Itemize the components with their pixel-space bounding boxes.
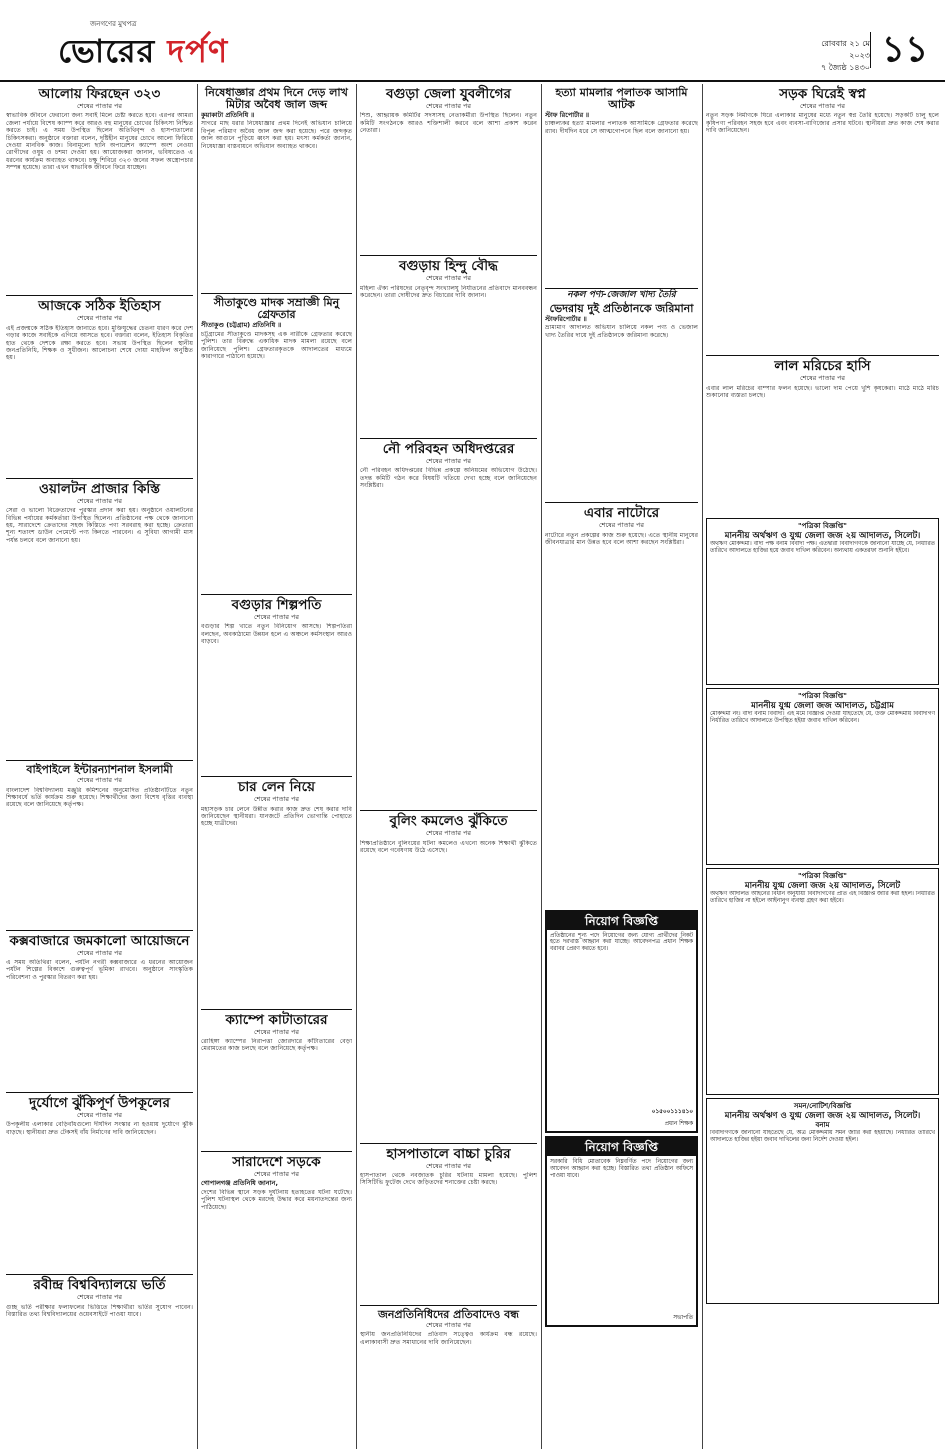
- byline: সীতাকুণ্ড (চট্টগ্রাম) প্রতিনিধি ॥: [201, 321, 282, 330]
- article-body: চাঞ্চল্যকর হত্যা মামলার পলাতক আসামিকে গ্রেফতার করেছে র‌্যাব। দীর্ঘদিন ধরে সে আত্মগোপনে ছিল বলে জানানো হয়।: [545, 120, 698, 135]
- headline: আজকে সঠিক ইতিহাস: [38, 298, 161, 315]
- kicker: নকল পণ্য-জেজাল খাদ্য তৈরি: [567, 290, 676, 301]
- article-body: স্থানীয় জনপ্রতিনিধিদের প্রতিবাদ সত্ত্বেও কার্যক্রম বন্ধ রয়েছে। এলাকাবাসী দ্রুত সমাধানের দাবি জানিয়েছেন।: [360, 1331, 537, 1346]
- divider: [706, 355, 939, 356]
- notice-court: মাননীয় অর্থঋণ ও যুগ্ম জেলা জজ ২য় আদালত, সিলেট।: [724, 530, 921, 541]
- recruitment-ad: [545, 1136, 698, 1327]
- continued-label: শেষের পাতার পর: [76, 1293, 122, 1302]
- divider: [545, 502, 698, 503]
- column-2: [201, 84, 352, 1449]
- court-notice: [706, 688, 939, 865]
- divider: [6, 930, 193, 931]
- byline: স্টাফ রিপোর্টার ॥: [545, 111, 590, 119]
- divider: [6, 1274, 193, 1275]
- continued-label: শেষের পাতার পর: [76, 776, 122, 785]
- article-body: বগুড়ার শিল্প খাতে নতুন বিনিয়োগ আসছে। শিল্পপতিরা বলছেন, অবকাঠামো উন্নয়ন হলে এ অঞ্চলে কর্মসংস্থান আরও বাড়বে।: [201, 623, 352, 646]
- masthead: [0, 0, 945, 82]
- continued-label: শেষের পাতার পর: [76, 496, 122, 505]
- headline: লাল মরিচের হাসি: [774, 358, 871, 375]
- article-body: গুচ্ছ ভর্তি পরীক্ষার ফলাফলের ভিত্তিতে শিক্ষার্থীরা ভর্তির সুযোগ পাবেন। বিস্তারিত তথ্য বিশ্ববিদ্যালয়ের ওয়েবসাইটে পাওয়া যাবে।: [6, 1303, 193, 1319]
- column-3: [360, 84, 537, 1449]
- continued-label: শেষের পাতার পর: [425, 102, 471, 110]
- article-body: মহাসড়ক চার লেনে উন্নীত করার কাজ দ্রুত শেষ করার দাবি জানিয়েছেন স্থানীয়রা। যানজটে প্রতিদিন ভোগান্তি পোহাতে হচ্ছে যাত্রীদের।: [201, 805, 352, 828]
- column-1: [6, 84, 193, 1449]
- headline: বুলিং কমলেও ঝুঁকিতে: [389, 813, 508, 830]
- notice-body: অর্থঋণ আদালত আইনের বিধান অনুযায়ী বিবাদীগণের প্রতি এই বিজ্ঞপ্তি জারি করা হইল। নির্ধারিত তারিখে হাজির না হইলে আইনানুগ ব্যবস্থা গ্রহণ করা হইবে।: [710, 890, 935, 904]
- continued-label: শেষের পাতার পর: [799, 102, 845, 110]
- court-notice: [706, 518, 939, 685]
- headline: কক্সবাজারে জমকালো আয়োজনে: [9, 932, 190, 949]
- notice-body: বিবাদীগণকে জানানো যাইতেছে যে, অত্র মোকদ্দমায় সমন জারি করা হইয়াছে। নির্ধারিত তারিখে আদালতে হাজির হইয়া জবাব দাখিলের জন্য নির্দেশ দেওয়া হইল।: [710, 1129, 935, 1143]
- headline: জনপ্রতিনিধিদের প্রতিবাদেও বন্ধ: [377, 1308, 519, 1322]
- article-body: হাসপাতাল থেকে নবজাতক চুরির ঘটনায় মামলা হয়েছে। পুলিশ সিসিটিভি ফুটেজ দেখে জড়িতদের শনাক্তের চেষ্টা করছে।: [360, 1172, 537, 1187]
- divider: [201, 594, 352, 595]
- date-gregorian: রোববার ২১ মে ২০২৩: [821, 39, 870, 60]
- notice-body: মোকদ্দমা নং। বাদী বনাম বিবাদী। এই মর্মে বিজ্ঞপ্তি দেওয়া যাইতেছে যে, উক্ত মোকদ্দমায় বিবাদীগণ নির্ধারিত তারিখে আদালতে উপস্থিত হইয়া জবাব দাখিল করিবেন।: [710, 710, 935, 724]
- continued-label: শেষের পাতার পর: [425, 829, 471, 838]
- headline: দুর্যোগে ঝুঁকিপূর্ণ উপকূলের: [29, 1095, 170, 1112]
- article-body: এই প্রজন্মকে সঠিক ইতিহাস জানাতে হবে। মুক্তিযুদ্ধের চেতনা ধারণ করে দেশ গড়ার কাজে সবাইকে এগিয়ে আসতে হবে। বক্তারা বলেন, ইতিহাস বিকৃতির হাত থেকে দেশকে রক্ষা করতে হবে। সভায় উপস্থিত ছিলেন স্থানীয় জনপ্রতিনিধি, শিক্ষক ও সুধীজন। আলোচনা শেষে দোয়া মাহফিল অনুষ্ঠিত হয়।: [6, 324, 193, 362]
- continued-label: শেষের পাতার পর: [253, 1027, 299, 1036]
- article-body: বাংলাদেশ বিশ্ববিদ্যালয় মঞ্জুরি কমিশনের অনুমোদিত প্রতিষ্ঠানটিতে নতুন শিক্ষাবর্ষে ভর্তি কার্যক্রম শুরু হয়েছে। শিক্ষার্থীদের জন্য বিশেষ বৃত্তির ব্যবস্থা রয়েছে বলে জানিয়েছে কর্তৃপক্ষ।: [6, 786, 193, 809]
- continued-label: শেষের পাতার পর: [799, 374, 845, 383]
- divider: [6, 760, 193, 761]
- notice-head: সমন/নোটিশ/বিজ্ঞপ্তি: [793, 1101, 852, 1110]
- headline: নৌ পরিবহন অধিদপ্তরের: [382, 440, 515, 457]
- headline: রবীন্দ্র বিশ্ববিদ্যালয়ে ভর্তি: [33, 1277, 166, 1294]
- notice-head: "পত্রিকা বিজ্ঞপ্তি": [798, 521, 847, 530]
- article-body: চট্টগ্রামের সীতাকুণ্ডে মাদকসহ এক নারীকে গ্রেফতার করেছে পুলিশ। তার বিরুদ্ধে একাধিক মাদক মামলা রয়েছে বলে জানিয়েছে পুলিশ। গ্রেফতারকৃতকে আদালতের মাধ্যমে কারাগারে পাঠানো হয়েছে।: [201, 330, 352, 361]
- continued-label: শেষের পাতার পর: [425, 1161, 471, 1170]
- byline: স্টাফরিপোর্টার ॥: [545, 314, 587, 323]
- article-body: সেরা ও ভালো বিক্রেতাদের পুরস্কার প্রদান করা হয়। অনুষ্ঠানে ওয়ালটনের বিভিন্ন পর্যায়ের কর্মকর্তারা উপস্থিত ছিলেন। প্রতিষ্ঠানের পক্ষ থেকে জানানো হয়, সারাদেশে ক্রেতাদের সহজ কিস্তিতে পণ্য সরবরাহ করা হচ্ছে। ক্রেতারা শূন্য শতাংশ ডাউন পেমেন্টে পণ্য কিনতে পারবেন। এ সুবিধা আগামী মাস পর্যন্ত চলবে বলে জানানো হয়।: [6, 507, 193, 544]
- divider: [6, 295, 193, 296]
- recruitment-signature: সভাপতি: [673, 1315, 693, 1322]
- continued-label: শেষের পাতার পর: [425, 274, 471, 283]
- divider: [201, 1009, 352, 1010]
- headline: সীতাকুণ্ডে মাদক সম্রাজ্ঞী মিনু গ্রেফতার: [213, 296, 340, 322]
- notice-court: মাননীয় অর্থঋণ ও যুগ্ম জেলা জজ ২য় আদালত, সিলেট।: [724, 1110, 921, 1121]
- continued-label: শেষের পাতার পর: [76, 314, 122, 323]
- column-4: [545, 84, 698, 1449]
- notice-head: "পত্রিকা বিজ্ঞপ্তি": [798, 871, 847, 880]
- article-body: শিক্ষাপ্রতিষ্ঠানে বুলিংয়ের ঘটনা কমলেও এখনো অনেক শিক্ষার্থী ঝুঁকিতে রয়েছে বলে গবেষণায় উঠে এসেছে।: [360, 839, 537, 855]
- logo-part-b: দর্পণ: [167, 32, 229, 70]
- notice-court: মাননীয় যুগ্ম জেলা জজ আদালত, চট্টগ্রাম: [751, 700, 894, 711]
- headline: এবার নাটোরে: [583, 505, 660, 522]
- article-body: দেশের বিভিন্ন স্থানে সড়ক দুর্ঘটনায় হতাহতের ঘটনা ঘটেছে। পুলিশ ঘটনাস্থল থেকে মরদেহ উদ্ধার করে ময়নাতদন্তের জন্য পাঠিয়েছে।: [201, 1188, 352, 1211]
- continued-label: শেষের পাতার পর: [253, 1170, 299, 1179]
- continued-label: শেষের পাতার পর: [425, 1321, 471, 1330]
- column-rule: [541, 84, 542, 1449]
- article-body: ভ্রাম্যমাণ আদালত অভিযান চালিয়ে নকল পণ্য ও ভেজাল খাদ্য তৈরির দায়ে দুই প্রতিষ্ঠানকে জরিমানা করেছে।: [545, 324, 698, 339]
- court-notice: [706, 1098, 939, 1304]
- article-body: মহিলা ঐক্য পরিষদের নেতৃবৃন্দ সংখ্যালঘু নির্যাতনের প্রতিবাদে মানববন্ধন করেছেন। তারা দোষীদের দ্রুত বিচারের দাবি জানান।: [360, 284, 537, 300]
- logo-part-a: ভোরের: [58, 32, 156, 70]
- divider: [6, 1092, 193, 1093]
- recruitment-body: সরকারি বিধি মোতাবেক নিম্নবর্ণিত পদে নিয়োগের জন্য আবেদন আহ্বান করা হচ্ছে। বিস্তারিত তথ্য প্রতিষ্ঠান অফিসে পাওয়া যাবে।: [550, 1159, 693, 1179]
- article-body: উপকূলীয় এলাকার বেড়িবাঁধগুলো দীর্ঘদিন সংস্কার না হওয়ায় দুর্যোগে ঝুঁকি বাড়ছে। স্থানীয়রা দ্রুত টেকসই বাঁধ নির্মাণের দাবি জানিয়েছেন।: [6, 1121, 193, 1136]
- court-notice: [706, 868, 939, 1095]
- headline: বগুড়ায় হিন্দু বৌদ্ধ: [399, 258, 498, 275]
- dateline: [808, 38, 870, 74]
- article-body: সাগরে মাছ ধরার নিষেধাজ্ঞার প্রথম দিনেই অভিযান চালিয়ে বিপুল পরিমাণ অবৈধ জাল জব্দ করা হয়েছে। পরে জব্দকৃত জাল আগুনে পুড়িয়ে ধ্বংস করা হয়। মৎস্য কর্মকর্তা জানান, নিষেধাজ্ঞা বাস্তবায়নে অভিযান অব্যাহত থাকবে।: [201, 120, 352, 150]
- divider: [201, 293, 352, 294]
- headline: ভেদরায় দুই প্রতিষ্ঠানকে জরিমানা: [549, 301, 694, 315]
- notice-head: "পত্রিকা বিজ্ঞপ্তি": [798, 691, 847, 700]
- column-rule: [197, 84, 198, 1449]
- divider: [360, 438, 537, 439]
- byline: গোপালগঞ্জ প্রতিনিধি জানান,: [201, 1179, 278, 1188]
- headline: আলোয় ফিরছেন ৩২৩: [38, 86, 161, 102]
- recruitment-title: নিয়োগ বিজ্ঞপ্তি: [547, 1138, 696, 1156]
- headline: বাইপাইলে ইন্টারন্যাশনাল ইসলামী: [26, 763, 173, 777]
- column-rule: [356, 84, 357, 1449]
- headline: বগুড়ার শিল্পপতি: [231, 596, 322, 613]
- column-rule: [702, 84, 703, 1449]
- divider: [360, 255, 537, 256]
- newspaper-logo: [58, 26, 228, 80]
- masthead-divider: [870, 32, 871, 68]
- article-body: নতুন সড়ক নির্মাণকে ঘিরে এলাকার মানুষের মধ্যে নতুন স্বপ্ন তৈরি হয়েছে। সড়কটি চালু হলে কৃষিপণ্য পরিবহন সহজ হবে এবং ব্যবসা-বাণিজ্যের প্রসার ঘটবে। স্থানীয়রা দ্রুত কাজ শেষ করার দাবি জানিয়েছেন।: [706, 112, 939, 135]
- article-body: শিশু, আহ্বায়ক কমিটির সদস্যসহ নেতাকর্মীরা উপস্থিত ছিলেন। নতুন কমিটি সংগঠনকে আরও শক্তিশালী করবে বলে আশা প্রকাশ করেন নেতারা।: [360, 112, 537, 135]
- continued-label: শেষের পাতার পর: [76, 102, 122, 110]
- recruitment-signature: প্রধান শিক্ষক: [664, 1121, 693, 1128]
- continued-label: শেষের পাতার পর: [253, 795, 299, 804]
- recruitment-body: প্রতিষ্ঠানের শূন্য পদে নিয়োগের জন্য যোগ্য প্রার্থীদের নিকট হতে দরখাস্ত আহ্বান করা যাচ্ছে। আবেদনপত্র প্রধান শিক্ষক বরাবর প্রেরণ করতে হবে।: [550, 932, 693, 953]
- divider: [360, 1305, 537, 1306]
- article-body: এবার লাল মরিচের বাম্পার ফলন হয়েছে। ভালো দাম পেয়ে খুশি কৃষকেরা। মাঠে মাঠে মরিচ শুকানোর ব্যস্ততা চলছে।: [706, 384, 939, 400]
- divider: [201, 1151, 352, 1152]
- headline: ক্যাম্পে কাটাতারের: [225, 1011, 328, 1028]
- byline: কুয়াকাটা প্রতিনিধি ॥: [201, 111, 255, 119]
- continued-label: শেষের পাতার পর: [425, 456, 471, 465]
- article-body: নাটোরে নতুন প্রকল্পের কাজ শুরু হয়েছে। এতে স্থানীয় মানুষের জীবনযাত্রার মান উন্নত হবে বলে আশা করছেন সংশ্লিষ্টরা।: [545, 531, 698, 547]
- recruitment-ad: [545, 910, 698, 1134]
- page-number: ১১: [881, 29, 929, 70]
- headline: সড়ক ঘিরেই স্বপ্ন: [779, 86, 866, 102]
- headline: নিষেধাজ্ঞার প্রথম দিনে দেড় লাখ মিটার অবৈধ জাল জব্দ: [205, 86, 348, 111]
- divider: [360, 1143, 537, 1144]
- headline: ওয়ালটন প্রাজার কিস্তি: [39, 480, 160, 497]
- article-body: এ সময় অতিথিরা বলেন, পর্যটন নগরী কক্সবাজারে এ ধরনের আয়োজন পর্যটন শিল্পের বিকাশে গুরুত্বপূর্ণ ভূমিকা রাখবে। অনুষ্ঠানে সাংস্কৃতিক পরিবেশনা ও পুরস্কার বিতরণ করা হয়।: [6, 959, 193, 981]
- divider: [6, 478, 193, 479]
- continued-label: শেষের পাতার পর: [598, 521, 644, 530]
- headline: চার লেন নিয়ে: [238, 779, 315, 796]
- date-bangla: ৭ জ্যৈষ্ঠ ১৪৩০: [821, 63, 870, 72]
- column-5: [706, 84, 939, 1449]
- slogan: জনগণের মুখপত্র: [90, 20, 137, 28]
- continued-label: শেষের পাতার পর: [76, 1111, 122, 1120]
- notice-body: অর্থঋণ মোকদ্দমা। বাদী পক্ষ বনাম বিবাদী পক্ষ। এতদ্বারা বিবাদীগণকে জানানো যাচ্ছে যে, নির্ধারিত তারিখে আদালতে হাজির হয়ে জবাব দাখিল করিবেন। অন্যথায় একতরফা শুনানি হইবে।: [710, 540, 935, 554]
- divider: [360, 810, 537, 811]
- recruitment-title: নিয়োগ বিজ্ঞপ্তি: [547, 912, 696, 930]
- headline: হাসপাতালে বাচ্চা চুরির: [386, 1145, 511, 1162]
- divider: [201, 776, 352, 777]
- headline: হত্যা মামলার পলাতক আসামি আটক: [555, 86, 688, 111]
- headline: সারাদেশে সড়কে: [232, 1154, 321, 1171]
- article-body: নৌ পরিবহন অধিদপ্তরের বিভিন্ন প্রকল্পে অনিয়মের অভিযোগ উঠেছে। তদন্ত কমিটি গঠন করে বিষয়টি খতিয়ে দেখা হচ্ছে বলে জানিয়েছেন সংশ্লিষ্টরা।: [360, 467, 537, 490]
- notice-court: মাননীয় যুগ্ম জেলা জজ ২য় আদালত, সিলেট: [744, 880, 901, 891]
- headline: বগুড়া জেলা যুবলীগের: [386, 86, 511, 102]
- notice-versus: বনাম: [815, 1120, 830, 1129]
- article-body: রোহিঙ্গা ক্যাম্পের নিরাপত্তা জোরদারে কাঁটাতারের বেড়া মেরামতের কাজ চলছে বলে জানিয়েছে কর্তৃপক্ষ।: [201, 1038, 352, 1053]
- recruitment-phone: ০১৫০০১১১৪১০: [651, 1108, 693, 1115]
- article-body: স্বাভাবিক জীবনে ফেরানো জন্য সবাই মিলে চেষ্টা করতে হবে। এরপর আমরা জেলা পর্যায়ে বিশেষ ক্যাম্প করে আরও বহু মানুষের চোখের চিকিৎসা নিশ্চিত করতে চাই। এ সময় উপস্থিত ছিলেন অতিথিবৃন্দ ও হাসপাতালের চিকিৎসকরা। অনুষ্ঠানে বক্তারা বলেন, দৃষ্টিহীন মানুষের চোখে আলো ফিরিয়ে দেওয়া মানবিক কাজ। বিনামূল্যে ছানি অপারেশন ক্যাম্পে অংশ নেওয়া রোগীদের ওষুধ ও চশমা দেওয়া হয়। আয়োজকরা জানান, ভবিষ্যতেও এ ধরনের কার্যক্রম অব্যাহত থাকবে। চক্ষু শিবিরে ৩২৩ জনের সফল অস্ত্রোপচার সম্পন্ন হয়েছে। তারা এখন স্বাভাবিক জীবনে ফিরে যাচ্ছেন।: [6, 112, 193, 172]
- continued-label: শেষের পাতার পর: [76, 948, 122, 957]
- continued-label: শেষের পাতার পর: [253, 612, 299, 621]
